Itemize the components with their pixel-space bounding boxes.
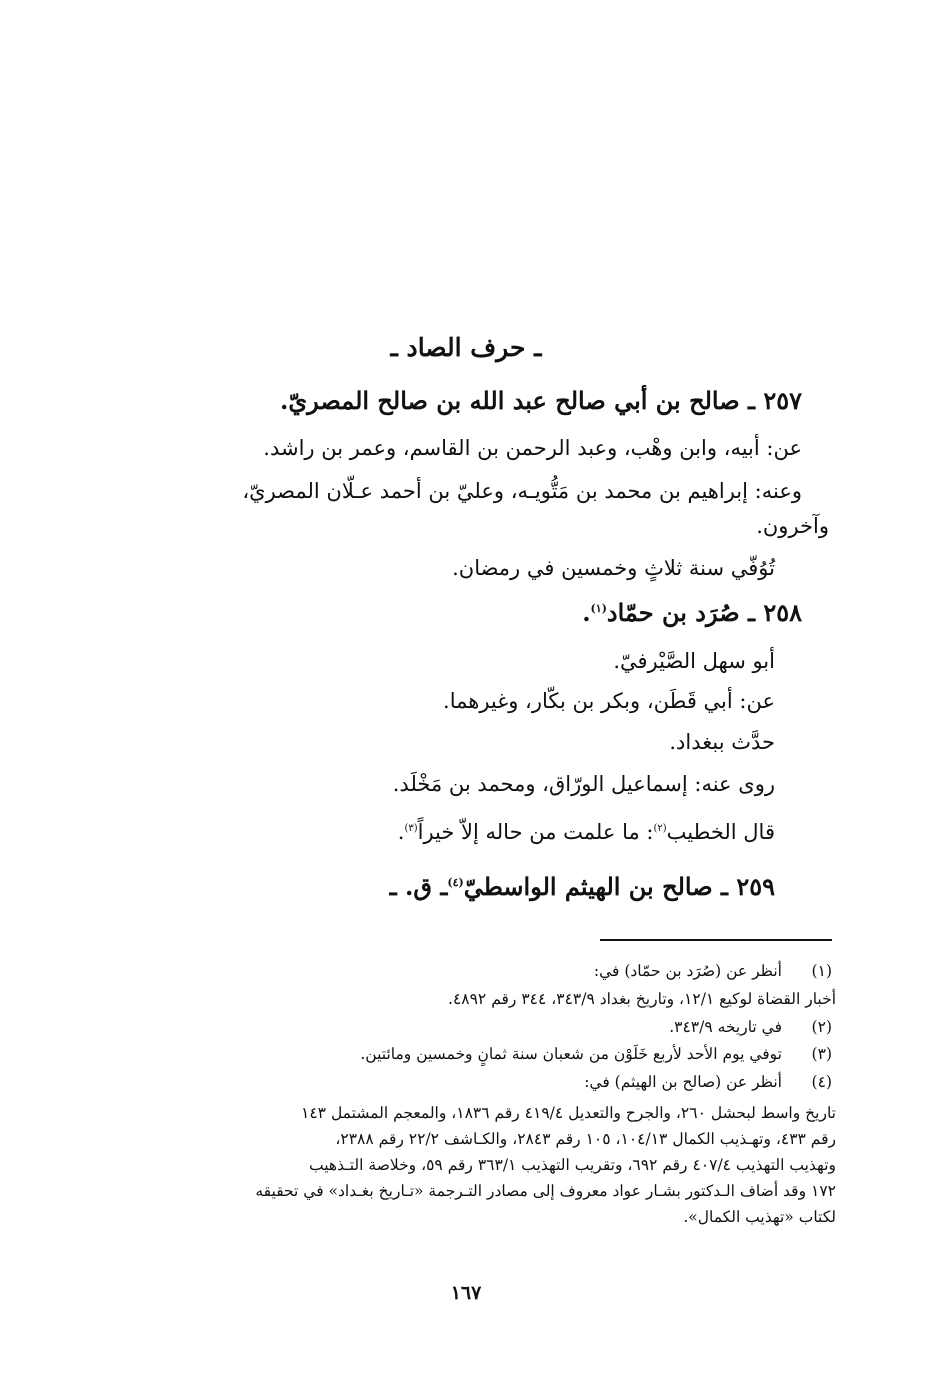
- footnote-number: (٤): [811, 1073, 832, 1091]
- footnote-marker: (٢): [653, 823, 667, 834]
- entry-258-line: روى عنه: إسماعيل الورّاق، ومحمد بن مَخْلَد.: [392, 772, 775, 796]
- footnote-line: ١٧٢ وقد أضاف الـدكتور بشـار عواد معروف إلى مصادر التـرجمة «تـاريخ بغـداد» في تحقيقه: [255, 1182, 836, 1200]
- entry-258-line: حدَّث ببغداد.: [669, 730, 775, 754]
- quote-speaker: قال الخطيب: [666, 820, 775, 844]
- footnote-line: لكتاب «تهذيب الكمال».: [683, 1208, 836, 1226]
- entry-257-heading: ٢٥٧ ـ صالح بن أبي صالح عبد الله بن صالح المصريّ.: [280, 386, 802, 415]
- entry-257-line: وعنه: إبراهيم بن محمد بن مَتُّويـه، وعليّ بن أحمد عـلّان المصريّ،: [242, 479, 802, 503]
- footnote-number: (٢): [811, 1018, 832, 1036]
- entry-258-heading: [582, 598, 802, 627]
- footnote-3: [96, 1045, 832, 1064]
- footnote-line: وتهذيب التهذيب ٤٠٧/٤ رقم ٦٩٢، وتقريب التهذيب ٣٦٣/١ رقم ٥٩، وخلاصة التـذهيب: [309, 1156, 836, 1174]
- entry-258-line: أبو سهل الصَّيْرفيّ.: [613, 649, 775, 673]
- footnote-marker: (٣): [404, 823, 418, 834]
- footnote-1-continuation: [96, 990, 836, 1009]
- entry-257-line: عن: أبيه، وابن وهْب، وعبد الرحمن بن القاسم، وعمر بن راشد.: [263, 436, 802, 460]
- footnote-4-body: [96, 1100, 836, 1230]
- footnote-4: [96, 1073, 832, 1092]
- entry-259-heading: [390, 872, 775, 901]
- entry-257-line: وآخرون.: [756, 514, 829, 538]
- entry-257-line: تُوُفّي سنة ثلاثٍ وخمسين في رمضان.: [452, 556, 775, 580]
- footnote-number: (٣): [811, 1045, 832, 1063]
- footnote-marker: (١): [590, 602, 607, 615]
- footnote-text: أنظر عن (صُرَد بن حمّاد) في:: [593, 962, 782, 980]
- footnote-text: أخبار القضاة لوكيع ١٢/١، وتاريخ بغداد ٣٤٣/٩، ٣٤٤ رقم ٤٨٩٢.: [448, 990, 836, 1008]
- footnote-number: (١): [811, 962, 832, 980]
- entry-258-line: عن: أبي قَطَن، وبكر بن بكّار، وغيرهما.: [443, 689, 775, 713]
- footnote-text: توفي يوم الأحد لأربع خَلَوْن من شعبان سنة ثمانٍ وخمسين ومائتين.: [360, 1045, 782, 1063]
- heading-end: ـ ق. ـ: [389, 872, 448, 901]
- heading-text: ٢٥٩ ـ صالح بن الهيثم الواسطيّ: [463, 872, 775, 901]
- page-number: ١٦٧: [450, 1282, 482, 1304]
- heading-text: ٢٥٨ ـ صُرَد بن حمّاد: [606, 598, 802, 627]
- footnote-line: تاريخ واسط لبحشل ٢٦٠، والجرح والتعديل ٤١٩/٤ رقم ١٨٣٦، والمعجم المشتمل ١٤٣: [301, 1104, 836, 1122]
- footnote-marker: (٤): [447, 876, 464, 889]
- quote-end: .: [397, 820, 405, 844]
- quote-text: : ما علمت من حاله إلاّ خيراً: [417, 820, 654, 844]
- heading-end: .: [582, 598, 591, 627]
- footnote-text: أنظر عن (صالح بن الهيثم) في:: [584, 1073, 782, 1091]
- entry-258-quote: [398, 820, 775, 844]
- footnote-separator: [600, 939, 832, 941]
- section-title: ـ حرف الصاد ـ: [390, 333, 542, 362]
- footnote-2: [96, 1018, 832, 1037]
- footnote-1: [96, 962, 832, 981]
- footnote-text: في تاريخه ٣٤٣/٩.: [669, 1018, 782, 1036]
- footnote-line: رقم ٤٣٣، وتهـذيب الكمال ١٠٤/١٣، ١٠٥ رقم ٢٨٤٣، والكـاشف ٢٢/٢ رقم ٢٣٨٨،: [335, 1130, 836, 1148]
